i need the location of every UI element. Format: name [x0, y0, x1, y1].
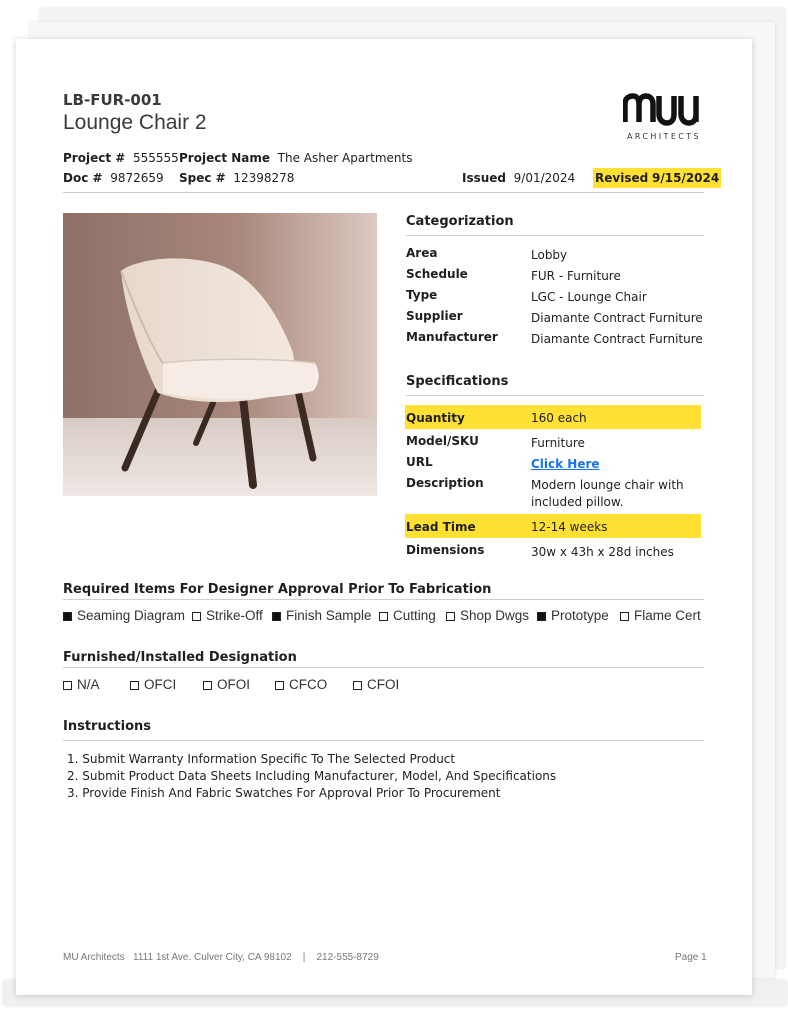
- designation-divider: [63, 667, 704, 668]
- schedule-label: Schedule: [406, 267, 468, 281]
- area-label: Area: [406, 246, 438, 260]
- categorization-heading: Categorization: [406, 214, 514, 229]
- checkbox-label: Shop Dwgs: [460, 608, 530, 623]
- checkbox-cutting[interactable]: [379, 608, 436, 623]
- model-label: Model/SKU: [406, 434, 479, 448]
- checkbox-flame-cert[interactable]: [620, 608, 701, 623]
- unchecked-box-icon: [275, 681, 284, 690]
- checkbox-label: N/A: [77, 677, 100, 692]
- checkbox-label: Flame Cert: [634, 608, 701, 623]
- unchecked-box-icon: [620, 612, 629, 621]
- checkbox-strike-off[interactable]: [192, 608, 263, 623]
- checked-box-icon: [63, 612, 72, 621]
- specifications-heading: Specifications: [406, 374, 509, 389]
- revised-label: Revised: [595, 171, 649, 185]
- spec-sheet-page: [16, 39, 752, 995]
- supplier-label: Supplier: [406, 309, 463, 323]
- checkbox-label: CFCO: [289, 677, 328, 692]
- lead-time-value: 12-14 weeks: [531, 520, 608, 534]
- project-name-value: The Asher Apartments: [277, 151, 413, 165]
- revised-date: [593, 168, 721, 188]
- checkbox-cfoi[interactable]: [353, 677, 399, 692]
- description-value-line1: Modern lounge chair with: [531, 478, 684, 492]
- manufacturer-value: Diamante Contract Furniture: [531, 332, 703, 346]
- issued-label: Issued: [462, 171, 507, 185]
- project-number: [63, 151, 179, 165]
- checkbox-label: Cutting: [393, 608, 436, 623]
- project-name-label: Project Name: [179, 151, 271, 165]
- checkbox-label: Seaming Diagram: [77, 608, 186, 623]
- checkbox-na[interactable]: [63, 677, 100, 692]
- unchecked-box-icon: [130, 681, 139, 690]
- checkbox-prototype[interactable]: [537, 608, 609, 623]
- footer-company: MU Architects: [63, 952, 125, 963]
- project-name: [179, 151, 412, 165]
- unchecked-box-icon: [192, 612, 201, 621]
- instruction-item: 1. Submit Warranty Information Specific To The Selected Product: [67, 752, 456, 766]
- checked-box-icon: [272, 612, 281, 621]
- instructions-heading: Instructions: [63, 719, 152, 734]
- revised-value: 9/15/2024: [652, 171, 720, 185]
- spec-number: [179, 171, 294, 185]
- unchecked-box-icon: [63, 681, 72, 690]
- checkbox-label: OFCI: [144, 677, 177, 692]
- header-divider: [63, 192, 704, 193]
- item-title: Lounge Chair 2: [63, 111, 207, 134]
- issued-value: 9/01/2024: [513, 171, 576, 185]
- project-number-label: Project #: [63, 151, 126, 165]
- quantity-value: 160 each: [531, 411, 587, 425]
- checkbox-label: Prototype: [551, 608, 609, 623]
- doc-number: [63, 171, 164, 185]
- footer-address: 1111 1st Ave. Culver City, CA 98102: [133, 952, 292, 963]
- approval-heading: Required Items For Designer Approval Prior To Fabrication: [63, 582, 492, 597]
- specifications-divider: [406, 395, 704, 396]
- schedule-value: FUR - Furniture: [531, 269, 621, 283]
- type-label: Type: [406, 288, 438, 302]
- instructions-list: [67, 751, 556, 802]
- manufacturer-label: Manufacturer: [406, 330, 498, 344]
- unchecked-box-icon: [379, 612, 388, 621]
- unchecked-box-icon: [203, 681, 212, 690]
- checkbox-ofoi[interactable]: [203, 677, 250, 692]
- checkbox-ofci[interactable]: [130, 677, 176, 692]
- checked-box-icon: [537, 612, 546, 621]
- page-number: Page 1: [675, 952, 707, 963]
- spec-number-label: Spec #: [179, 171, 226, 185]
- lead-time-label: Lead Time: [406, 520, 476, 534]
- issued-date: [462, 171, 575, 185]
- area-value: Lobby: [531, 248, 568, 262]
- checkbox-seaming-diagram[interactable]: [63, 608, 185, 623]
- instruction-item: 3. Provide Finish And Fabric Swatches For Approval Prior To Procurement: [67, 786, 501, 800]
- footer-contact: [63, 952, 379, 963]
- logo-subtitle: ARCHITECTS: [626, 132, 702, 141]
- checkbox-shop-dwgs[interactable]: [446, 608, 529, 623]
- description-value-line2: included pillow.: [531, 495, 624, 509]
- company-logo: [623, 92, 705, 141]
- chair-illustration: [63, 213, 377, 496]
- categorization-divider: [406, 235, 704, 236]
- dimensions-label: Dimensions: [406, 543, 485, 557]
- checkbox-cfco[interactable]: [275, 677, 327, 692]
- url-label: URL: [406, 455, 433, 469]
- checkbox-label: CFOI: [367, 677, 400, 692]
- quantity-label: Quantity: [406, 411, 465, 425]
- instruction-item: 2. Submit Product Data Sheets Including Manufacturer, Model, And Specifications: [67, 769, 557, 783]
- instructions-divider: [63, 740, 704, 741]
- spec-number-value: 12398278: [233, 171, 295, 185]
- footer-phone: 212-555-8729: [316, 952, 379, 963]
- checkbox-label: OFOI: [217, 677, 250, 692]
- checkbox-label: Strike-Off: [206, 608, 263, 623]
- mu-logo-mark: [623, 92, 705, 126]
- dimensions-value: 30w x 43h x 28d inches: [531, 545, 674, 559]
- description-label: Description: [406, 476, 484, 490]
- supplier-value: Diamante Contract Furniture: [531, 311, 703, 325]
- checkbox-label: Finish Sample: [286, 608, 372, 623]
- doc-number-value: 9872659: [110, 171, 164, 185]
- doc-number-label: Doc #: [63, 171, 103, 185]
- approval-divider: [63, 599, 704, 600]
- product-image: [63, 213, 377, 496]
- unchecked-box-icon: [353, 681, 362, 690]
- designation-heading: Furnished/Installed Designation: [63, 650, 297, 665]
- type-value: LGC - Lounge Chair: [531, 290, 647, 304]
- item-code: LB-FUR-001: [63, 91, 162, 109]
- model-value: Furniture: [531, 436, 585, 450]
- product-url-link[interactable]: Click Here: [531, 457, 600, 471]
- unchecked-box-icon: [446, 612, 455, 621]
- project-number-value: 555555: [132, 151, 179, 165]
- checkbox-finish-sample[interactable]: [272, 608, 372, 623]
- footer-separator: |: [302, 952, 306, 963]
